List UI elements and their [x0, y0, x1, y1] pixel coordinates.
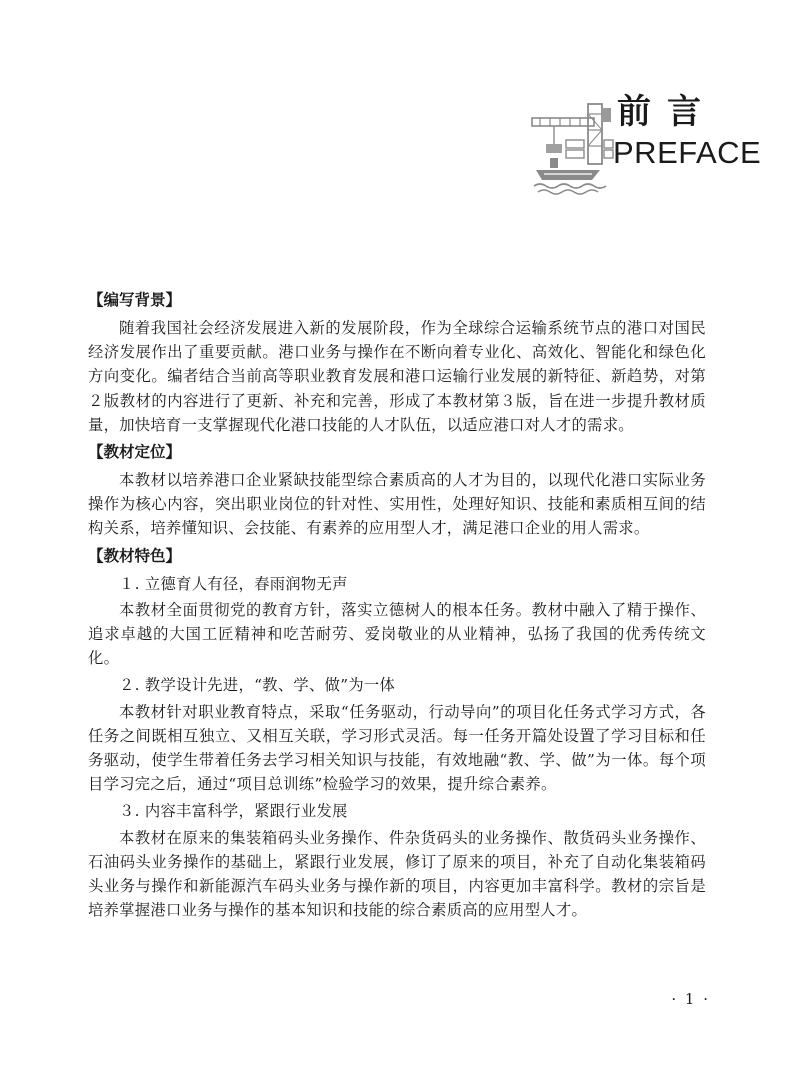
- section-positioning: [88, 440, 706, 541]
- page-title-english: PREFACE: [613, 135, 762, 170]
- paragraph: 本教材针对职业教育特点，采取“任务驱动，行动导向”的项目化任务式学习方式，各任务之间既相互独立、又相互关联，学习形式灵活。每一任务开篇处设置了学习目标和任务驱动，使学生带着任务去学习相关知识与技能，有效地融“教、学、做”为一体。每个项目学习完之后，通过“项目总训练”检验学习的效果，提升综合素养。: [88, 702, 706, 794]
- page-number: · 1 ·: [671, 990, 710, 1008]
- paragraph: 随着我国社会经济发展进入新的发展阶段，作为全球综合运输系统节点的港口对国民经济发展作出了重要贡献。港口业务与操作在不断向着专业化、高效化、智能化和绿色化方向变化。编者结合当前高等职业教育发展和港口运输行业发展的新特征、新趋势，对第２版教材的内容进行了更新、补充和完善，形成了本教材第３版，旨在进一步提升教材质量，加快培育一支掌握现代化港口技能的人才队伍，以适应港口对人才的需求。: [88, 319, 706, 434]
- feature-subheading: ２. 教学设计先进，“教、学、做”为一体: [119, 676, 396, 695]
- feature-subheading: １. 立德育人有径，春雨润物无声: [119, 574, 348, 593]
- section-heading: 【编写背景】: [88, 291, 182, 309]
- section-background: [88, 288, 706, 437]
- feature-subheading: ３. 内容丰富科学，紧跟行业发展: [119, 802, 348, 821]
- section-heading: 【教材定位】: [88, 443, 182, 462]
- paragraph: 本教材在原来的集装箱码头业务操作、件杂货码头的业务操作、散货码头业务操作、石油码头业务操作的基础上，紧跟行业发展，修订了原来的项目，补充了自动化集装箱码头业务与操作和新能源汽车码头业务与操作新的项目，内容更加丰富科学。教材的宗旨是培养掌握港口业务与操作的基本知识和技能的综合素质高的应用型人才。: [88, 828, 706, 920]
- section-heading: 【教材特色】: [88, 546, 182, 565]
- page-title-chinese: 前言: [617, 92, 717, 132]
- paragraph: 本教材以培养港口企业紧缺技能型综合素质高的人才为目的，以现代化港口实际业务操作为核心内容，突出职业岗位的针对性、实用性，处理好知识、技能和素质相互间的结构关系，培养懂知识、会技能、有素养的应用型人才，满足港口企业的用人需求。: [88, 471, 706, 538]
- paragraph: 本教材全面贯彻党的教育方针，落实立德树人的根本任务。教材中融入了精于操作、追求卓越的大国工匠精神和吃苦耐劳、爱岗敬业的从业精神，弘扬了我国的优秀传统文化。: [88, 600, 706, 668]
- section-features: [88, 544, 706, 923]
- port-crane-ship-icon: [530, 100, 615, 195]
- preface-body: [88, 288, 706, 925]
